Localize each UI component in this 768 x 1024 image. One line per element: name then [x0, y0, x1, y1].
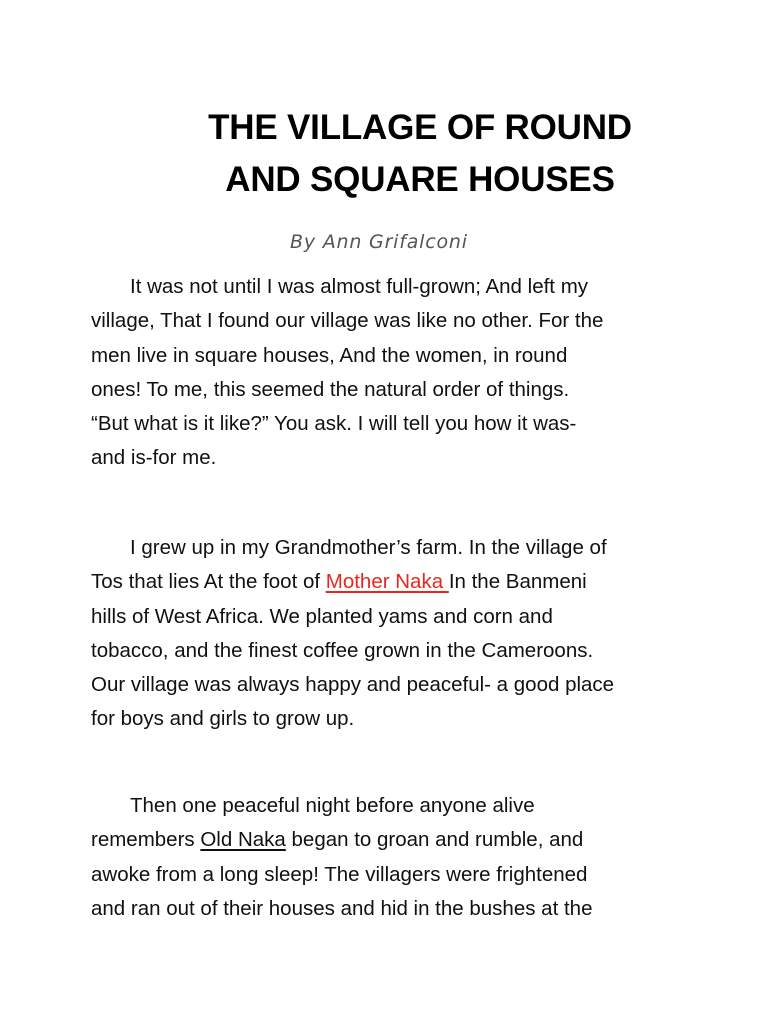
paragraph-2-line: hills of West Africa. We planted yams and corn and — [91, 604, 553, 628]
paragraph-2-line: for boys and girls to grow up. — [91, 707, 355, 731]
paragraph-2 — [91, 531, 687, 737]
paragraph-1-line: village, That I found our village was like no other. For the — [91, 309, 604, 333]
paragraph-2-text: Tos that lies At the foot of — [91, 570, 326, 594]
old-naka-underlined: Old Naka — [200, 828, 286, 852]
paragraph-2-line: Our village was always happy and peaceful- a good place — [91, 673, 615, 697]
paragraph-1-line: ones! To me, this seemed the natural order of things. — [91, 377, 570, 401]
paragraph-2-line: I grew up in my Grandmother’s farm. In the village of — [130, 536, 607, 559]
paragraph-2-text: In the Banmeni — [448, 570, 587, 594]
paragraph-1-line: and is-for me. — [91, 446, 217, 470]
paragraph-1-line: men live in square houses, And the women, in round — [91, 343, 568, 367]
paragraph-3-line: Then one peaceful night before anyone alive — [130, 794, 535, 817]
paragraph-3-text: remembers — [91, 828, 201, 852]
title-line-2: AND SQUARE HOUSES — [225, 160, 615, 199]
paragraph-2-line: tobacco, and the finest coffee grown in the Cameroons. — [91, 638, 594, 662]
paragraph-3 — [91, 789, 687, 926]
mother-naka-link[interactable]: Mother Naka — [325, 570, 449, 594]
paragraph-3-line — [91, 823, 687, 857]
paragraph-3-line: awoke from a long sleep! The villagers were frightened — [91, 862, 588, 886]
title-line-1: THE VILLAGE OF ROUND — [208, 108, 632, 147]
paragraph-3-line: and ran out of their houses and hid in the bushes at the — [91, 896, 593, 920]
paragraph-1-line: “But what is it like?” You ask. I will tell you how it was- — [91, 412, 577, 436]
document-title — [150, 102, 690, 206]
paragraph-1-line: It was not until I was almost full-grown; And left my — [130, 275, 589, 298]
paragraph-2-line — [91, 565, 687, 599]
paragraph-3-text: began to groan and rumble, and — [285, 828, 584, 852]
author-byline: By Ann Grifalconi — [290, 231, 468, 253]
paragraph-1 — [91, 270, 687, 476]
